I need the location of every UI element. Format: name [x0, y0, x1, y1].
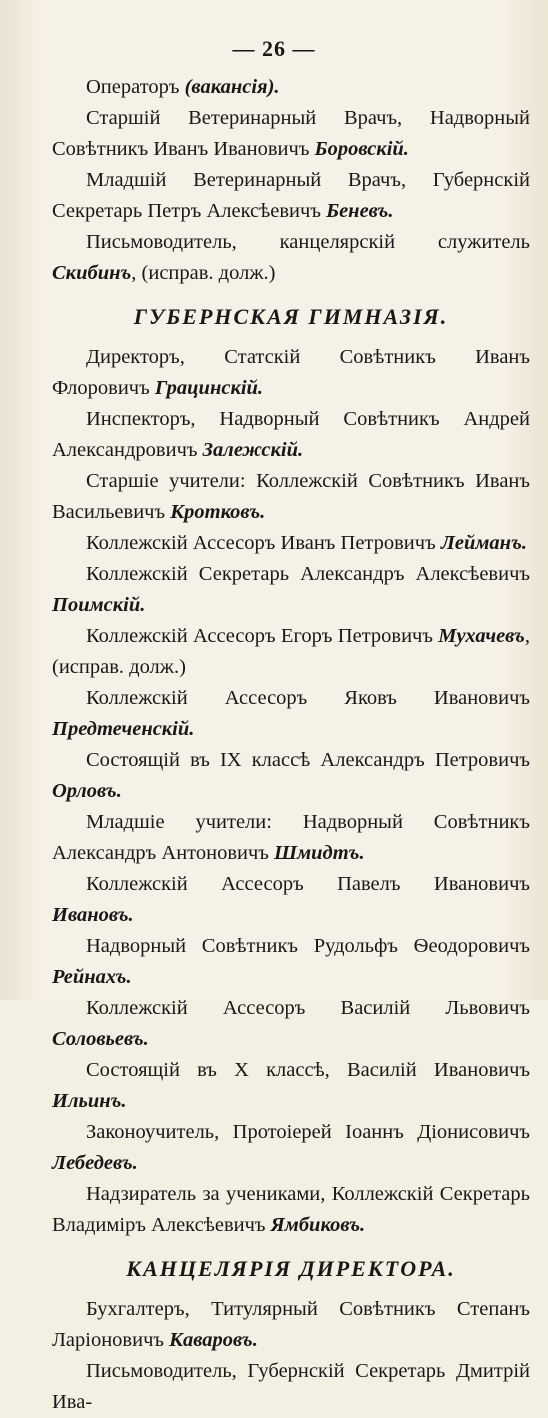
heading-gymnasium: ГУБЕРНСКАЯ ГИМНАЗІЯ.	[133, 304, 449, 329]
entry-teacher: Надворный Совѣтникъ Рудольфъ Ѳеодоровичъ Рейнахъ.	[52, 935, 530, 988]
entry-accountant: Бухгалтеръ, Титулярный Совѣтникъ Степанъ Ларіоновичъ Каваровъ.	[52, 1298, 530, 1351]
section-veterinary	[52, 72, 530, 289]
entry-teacher: Коллежскій Ассесоръ Егоръ Петровичъ Мухачевъ, (исправ. долж.)	[52, 625, 530, 678]
entry-clerk: Письмоводитель, Губернскій Секретарь Дмитрій Ива-	[52, 1360, 530, 1413]
entry-teacher: Коллежскій Ассесоръ Иванъ Петровичъ Лейманъ.	[86, 532, 527, 554]
entry-supervisor: Надзиратель за учениками, Коллежскій Секретарь Владиміръ Алексѣевичъ Ямбиковъ.	[52, 1183, 530, 1236]
entry-teacher: Коллежскій Ассесоръ Василій Львовичъ Соловьевъ.	[52, 997, 530, 1050]
entry-teacher: Коллежскій Ассесоръ Яковъ Ивановичъ Предтеченскій.	[52, 687, 530, 740]
entry-teacher: Состоящій въ X классѣ, Василій Ивановичъ Ильинъ.	[52, 1059, 530, 1112]
entry-inspector: Инспекторъ, Надворный Совѣтникъ Андрей Александровичъ Залежскій.	[52, 408, 530, 461]
entry-junior-vet: Младшій Ветеринарный Врачъ, Губернскій Секретарь Петръ Алексѣевичъ Беневъ.	[52, 169, 530, 222]
entry-senior-teacher: Старшіе учители: Коллежскій Совѣтникъ Иванъ Васильевичъ Кротковъ.	[52, 470, 530, 523]
entry-senior-vet: Старшій Ветеринарный Врачъ, Надворный Совѣтникъ Иванъ Ивановичъ Боровскій.	[52, 107, 530, 160]
entry-teacher: Коллежскій Ассесоръ Павелъ Ивановичъ Ивановъ.	[52, 873, 530, 926]
entry-chaplain: Законоучитель, Протоіерей Іоаннъ Діонисовичъ Лебедевъ.	[52, 1121, 530, 1174]
entry-operator: Операторъ (вакансія).	[86, 76, 280, 98]
section-gymnasium	[52, 342, 530, 1241]
section-chancellery	[52, 1294, 530, 1418]
entry-junior-teacher: Младшіе учители: Надворный Совѣтникъ Александръ Антоновичъ Шмидтъ.	[52, 811, 530, 864]
page-content	[52, 72, 530, 1418]
entry-teacher: Коллежскій Секретарь Александръ Алексѣевичъ Поимскій.	[52, 563, 530, 616]
entry-teacher: Состоящій въ IX классѣ Александръ Петровичъ Орловъ.	[52, 749, 530, 802]
entry-director: Директоръ, Статскій Совѣтникъ Иванъ Флоровичъ Грацинскій.	[52, 346, 530, 399]
page-number: — 26 —	[232, 36, 316, 61]
entry-clerk: Письмоводитель, канцелярскій служитель Скибинъ, (исправ. долж.)	[52, 231, 530, 284]
heading-chancellery: КАНЦЕЛЯРІЯ ДИРЕКТОРА.	[126, 1256, 456, 1281]
